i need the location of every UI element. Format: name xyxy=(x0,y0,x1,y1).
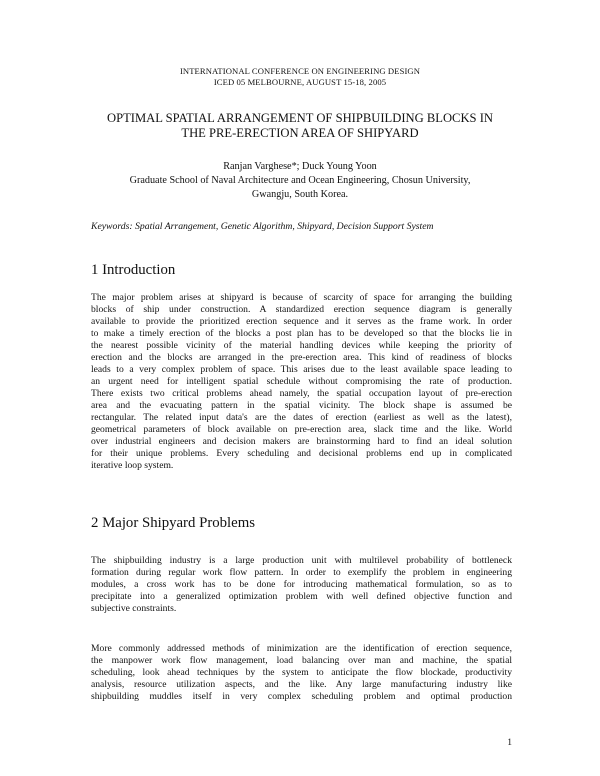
text-line: geometrical parameters of block available on pre-erection area, slack time and the like. World xyxy=(91,424,512,435)
text-line: available to provide the prioritized erection sequence and it serves as the frame work. In order xyxy=(91,316,512,327)
conference-location-date: ICED 05 MELBOURNE, AUGUST 15-18, 2005 xyxy=(213,77,387,87)
text-line: area and the evacuating pattern in the spatial vicinity. The block shape is assumed be xyxy=(91,400,512,411)
text-line: precipitate into a generalized optimization problem with well defined objective function and xyxy=(91,591,512,602)
author-affiliation-line-2: Gwangju, South Korea. xyxy=(251,189,349,200)
text-line: modules, a cross work has to be done for introducing mathematical formulation, so as to xyxy=(91,579,512,590)
text-line: leads to a very complex problem of space. This arises due to the least available space leading to xyxy=(91,364,512,375)
conference-name: INTERNATIONAL CONFERENCE ON ENGINEERING DESIGN xyxy=(179,66,421,76)
text-line: an urgent need for intelligent spatial schedule without compromising the rate of production. xyxy=(91,376,512,387)
text-line: the nearest possible vicinity of the material handling devices while keeping the priority of xyxy=(91,340,512,351)
paper-title-line-1: OPTIMAL SPATIAL ARRANGEMENT OF SHIPBUILDING BLOCKS IN xyxy=(106,111,493,125)
text-line: for their unique problems. Every scheduling and decisional problems end up in complicated xyxy=(91,448,512,459)
keywords: Keywords: Spatial Arrangement, Genetic Algorithm, Shipyard, Decision Support System xyxy=(91,221,434,232)
text-line: There exists two critical problems ahead namely, the spatial occupation layout of pre-erection xyxy=(91,388,512,399)
section-heading-introduction: 1 Introduction xyxy=(91,262,176,278)
shipyard-problems-paragraph-2 xyxy=(91,643,512,703)
text-line: rectangular. The related input data's are the dates of erection (earliest as well as the latest), xyxy=(91,412,512,423)
text-line: shipbuilding muddles itself in very complex scheduling problem and optimal production xyxy=(91,691,512,702)
text-line: over industrial engineers and decision makers are brainstorming hard to find an ideal solution xyxy=(91,436,512,447)
introduction-paragraph xyxy=(91,292,512,472)
text-line: analysis, resource utilization aspects, and the like. Any large manufacturing industry like xyxy=(91,679,512,690)
text-line: formation during regular work flow pattern. In order to exemplify the problem in engineering xyxy=(91,567,512,578)
text-line: The shipbuilding industry is a large production unit with multilevel probability of bottleneck xyxy=(91,555,512,566)
text-line: scheduling, look ahead techniques by the system to anticipate the flow blockade, productivity xyxy=(91,667,512,678)
page-number: 1 xyxy=(507,737,512,748)
text-line: More commonly addressed methods of minimization are the identification of erection sequence, xyxy=(91,643,512,654)
section-heading-major-shipyard-problems: 2 Major Shipyard Problems xyxy=(91,515,255,531)
text-line: iterative loop system. xyxy=(91,460,174,471)
text-line: subjective constraints. xyxy=(91,603,177,614)
author-affiliation-line-1: Graduate School of Naval Architecture and Ocean Engineering, Chosun University, xyxy=(129,175,471,186)
author-names: Ranjan Varghese*; Duck Young Yoon xyxy=(223,161,377,172)
text-line: The major problem arises at shipyard is because of scarcity of space for arranging the building xyxy=(91,292,512,303)
text-line: erection and the blocks are arranged in the pre-erection area. This kind of readiness of blocks xyxy=(91,352,512,363)
shipyard-problems-paragraph-1 xyxy=(91,555,512,615)
text-line: to make a timely erection of the blocks a post plan has to be developed so that the blocks lie in xyxy=(91,328,512,339)
text-line: the manpower work flow management, load balancing over man and machine, the spatial xyxy=(91,655,512,666)
text-line: blocks of ship under construction. A standardized erection sequence diagram is generally xyxy=(91,304,512,315)
paper-title-line-2: THE PRE-ERECTION AREA OF SHIPYARD xyxy=(181,126,419,140)
